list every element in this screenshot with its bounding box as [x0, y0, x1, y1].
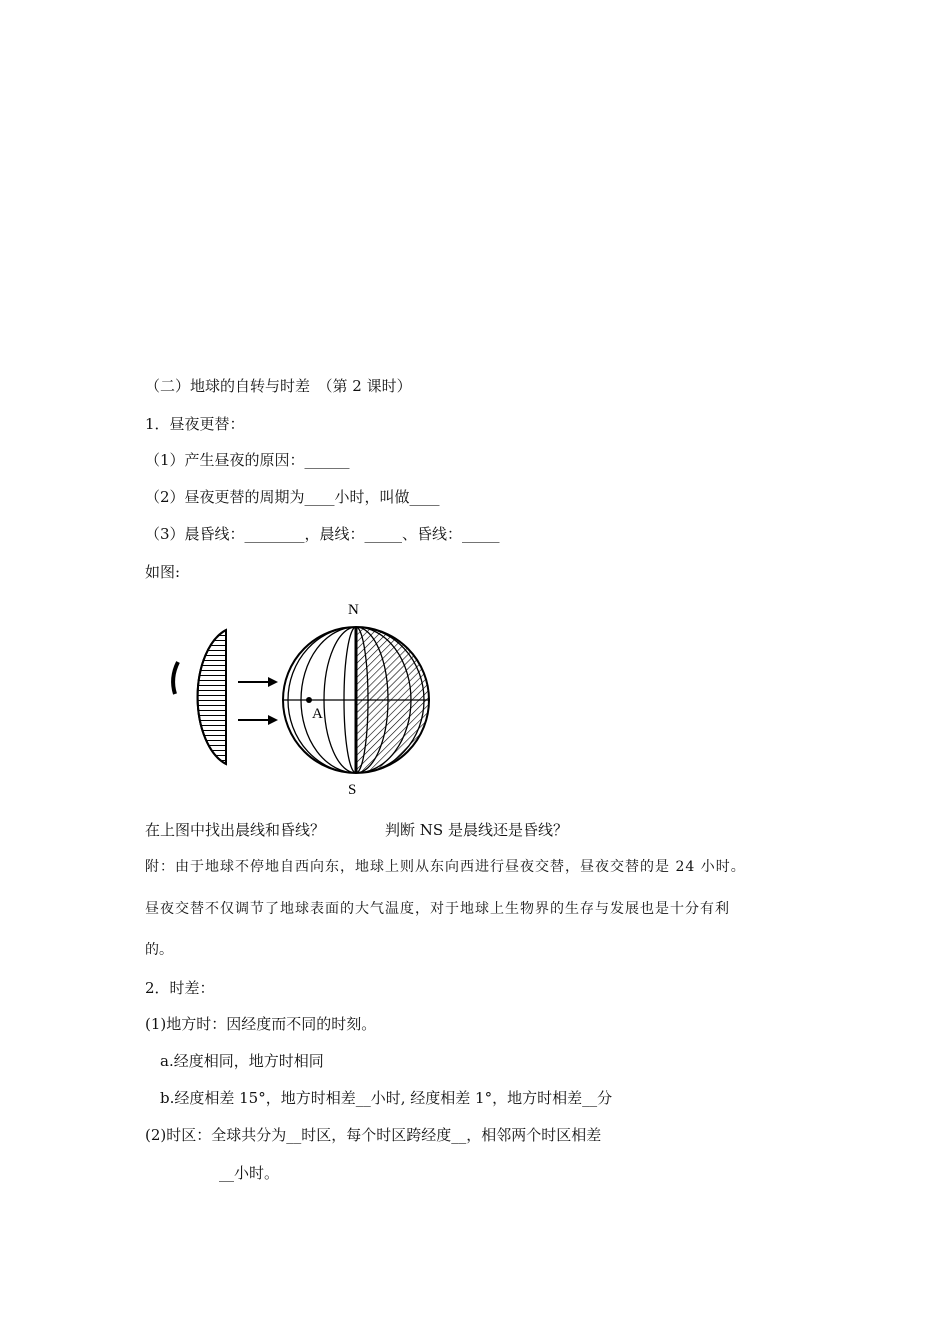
point-a: [306, 697, 312, 703]
section-2-item-2: (2)时区：全球共分为__时区，每个时区跨经度__，相邻两个时区相差: [145, 1126, 602, 1144]
figure-intro: 如图:: [145, 563, 181, 581]
section-2-item-1a: a.经度相同，地方时相同: [160, 1052, 324, 1070]
section-2-item-2-continued: __小时。: [219, 1164, 280, 1182]
arrow-icon: [238, 715, 278, 725]
section-2-heading: 2．时差：: [145, 979, 215, 997]
globe: [283, 618, 436, 788]
label-n: N: [348, 602, 359, 618]
section-1-item-2: （2）昼夜更替的周期为____小时，叫做____: [145, 488, 440, 506]
note-line-2: 昼夜交替不仅调节了地球表面的大气温度，对于地球上生物界的生存与发展也是十分有利: [145, 901, 730, 917]
label-a: A: [312, 706, 323, 722]
section-2-item-1b: b.经度相差 15°，地方时相差__小时, 经度相差 1°，地方时相差__分: [160, 1089, 613, 1107]
section-1-item-1: （1）产生昼夜的原因：______: [145, 451, 350, 469]
lesson-title: （二）地球的自转与时差 （第 2 课时）: [145, 377, 412, 395]
arrow-icon: [238, 677, 278, 687]
left-half-body: [198, 630, 226, 764]
section-1-heading: 1．昼夜更替：: [145, 415, 245, 433]
note-line-3: 的。: [145, 942, 173, 958]
section-2-item-1: (1)地方时：因经度而不同的时刻。: [145, 1015, 377, 1033]
question-line: 在上图中找出晨线和昏线？ 判断 NS 是晨线还是昏线？: [145, 821, 568, 839]
earth-rotation-figure: [160, 598, 450, 807]
section-1-item-3: （3）晨昏线：________，晨线：_____、昏线：_____: [145, 525, 500, 543]
label-s: S: [348, 782, 357, 798]
note-line-1: 附：由于地球不停地自西向东，地球上则从东向西进行昼夜交替，昼夜交替的是 24 小时。: [145, 859, 746, 875]
sun-edge-arc: [173, 662, 178, 694]
